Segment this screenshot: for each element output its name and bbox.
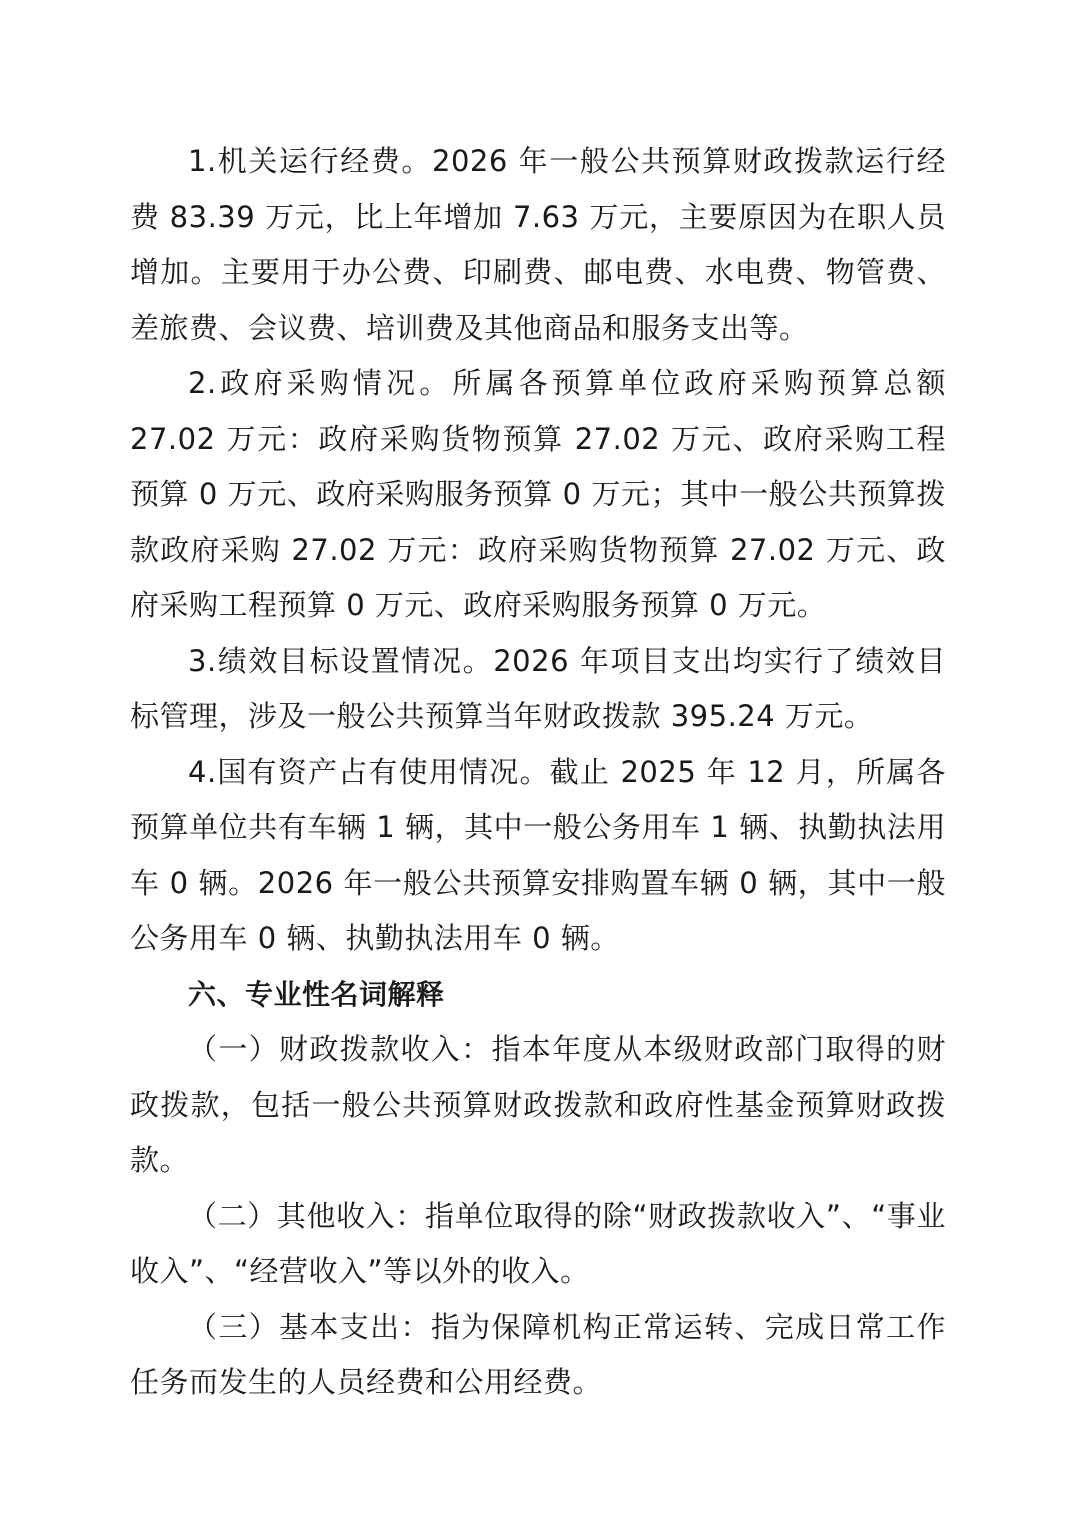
definition-basic-expenditure: （三）基本支出：指为保障机构正常运转、完成日常工作任务而发生的人员经费和公用经费。 — [130, 1309, 946, 1399]
paragraph-state-assets: 4.国有资产占有使用情况。截止 2025 年 12 月，所属各预算单位共有车辆 1 辆，其中一般公务用车 1 辆、执勤执法用车 0 辆。2026 年一般公共预算安排购置车辆 0 辆，其中一般公务用车 0 辆、执勤执法用车 0 辆。 — [130, 754, 946, 955]
section-heading-terminology: 六、专业性名词解释 — [188, 977, 445, 1011]
paragraph-government-procurement: 2.政府采购情况。所属各预算单位政府采购预算总额 27.02 万元：政府采购货物预算 27.02 万元、政府采购工程预算 0 万元、政府采购服务预算 0 万元；其中一般公共预算拨款政府采购 27.02 万元：政府采购货物预算 27.02 万元、政府采购工程预算 0 万元、政府采购服务预算 0 万元。 — [130, 366, 946, 622]
definition-fiscal-appropriation-income: （一）财政拨款收入：指本年度从本级财政部门取得的财政拨款，包括一般公共预算财政拨款和政府性基金预算财政拨款。 — [130, 1032, 946, 1177]
document-body — [130, 134, 946, 1411]
definition-other-income: （二）其他收入：指单位取得的除“财政拨款收入”、“事业收入”、“经营收入”等以外的收入。 — [130, 1198, 946, 1288]
paragraph-operating-expenses: 1.机关运行经费。2026 年一般公共预算财政拨款运行经费 83.39 万元，比上年增加 7.63 万元，主要原因为在职人员增加。主要用于办公费、印刷费、邮电费、水电费、物管费、差旅费、会议费、培训费及其他商品和服务支出等。 — [130, 144, 946, 345]
paragraph-performance-targets: 3.绩效目标设置情况。2026 年项目支出均实行了绩效目标管理，涉及一般公共预算当年财政拨款 395.24 万元。 — [130, 643, 946, 733]
